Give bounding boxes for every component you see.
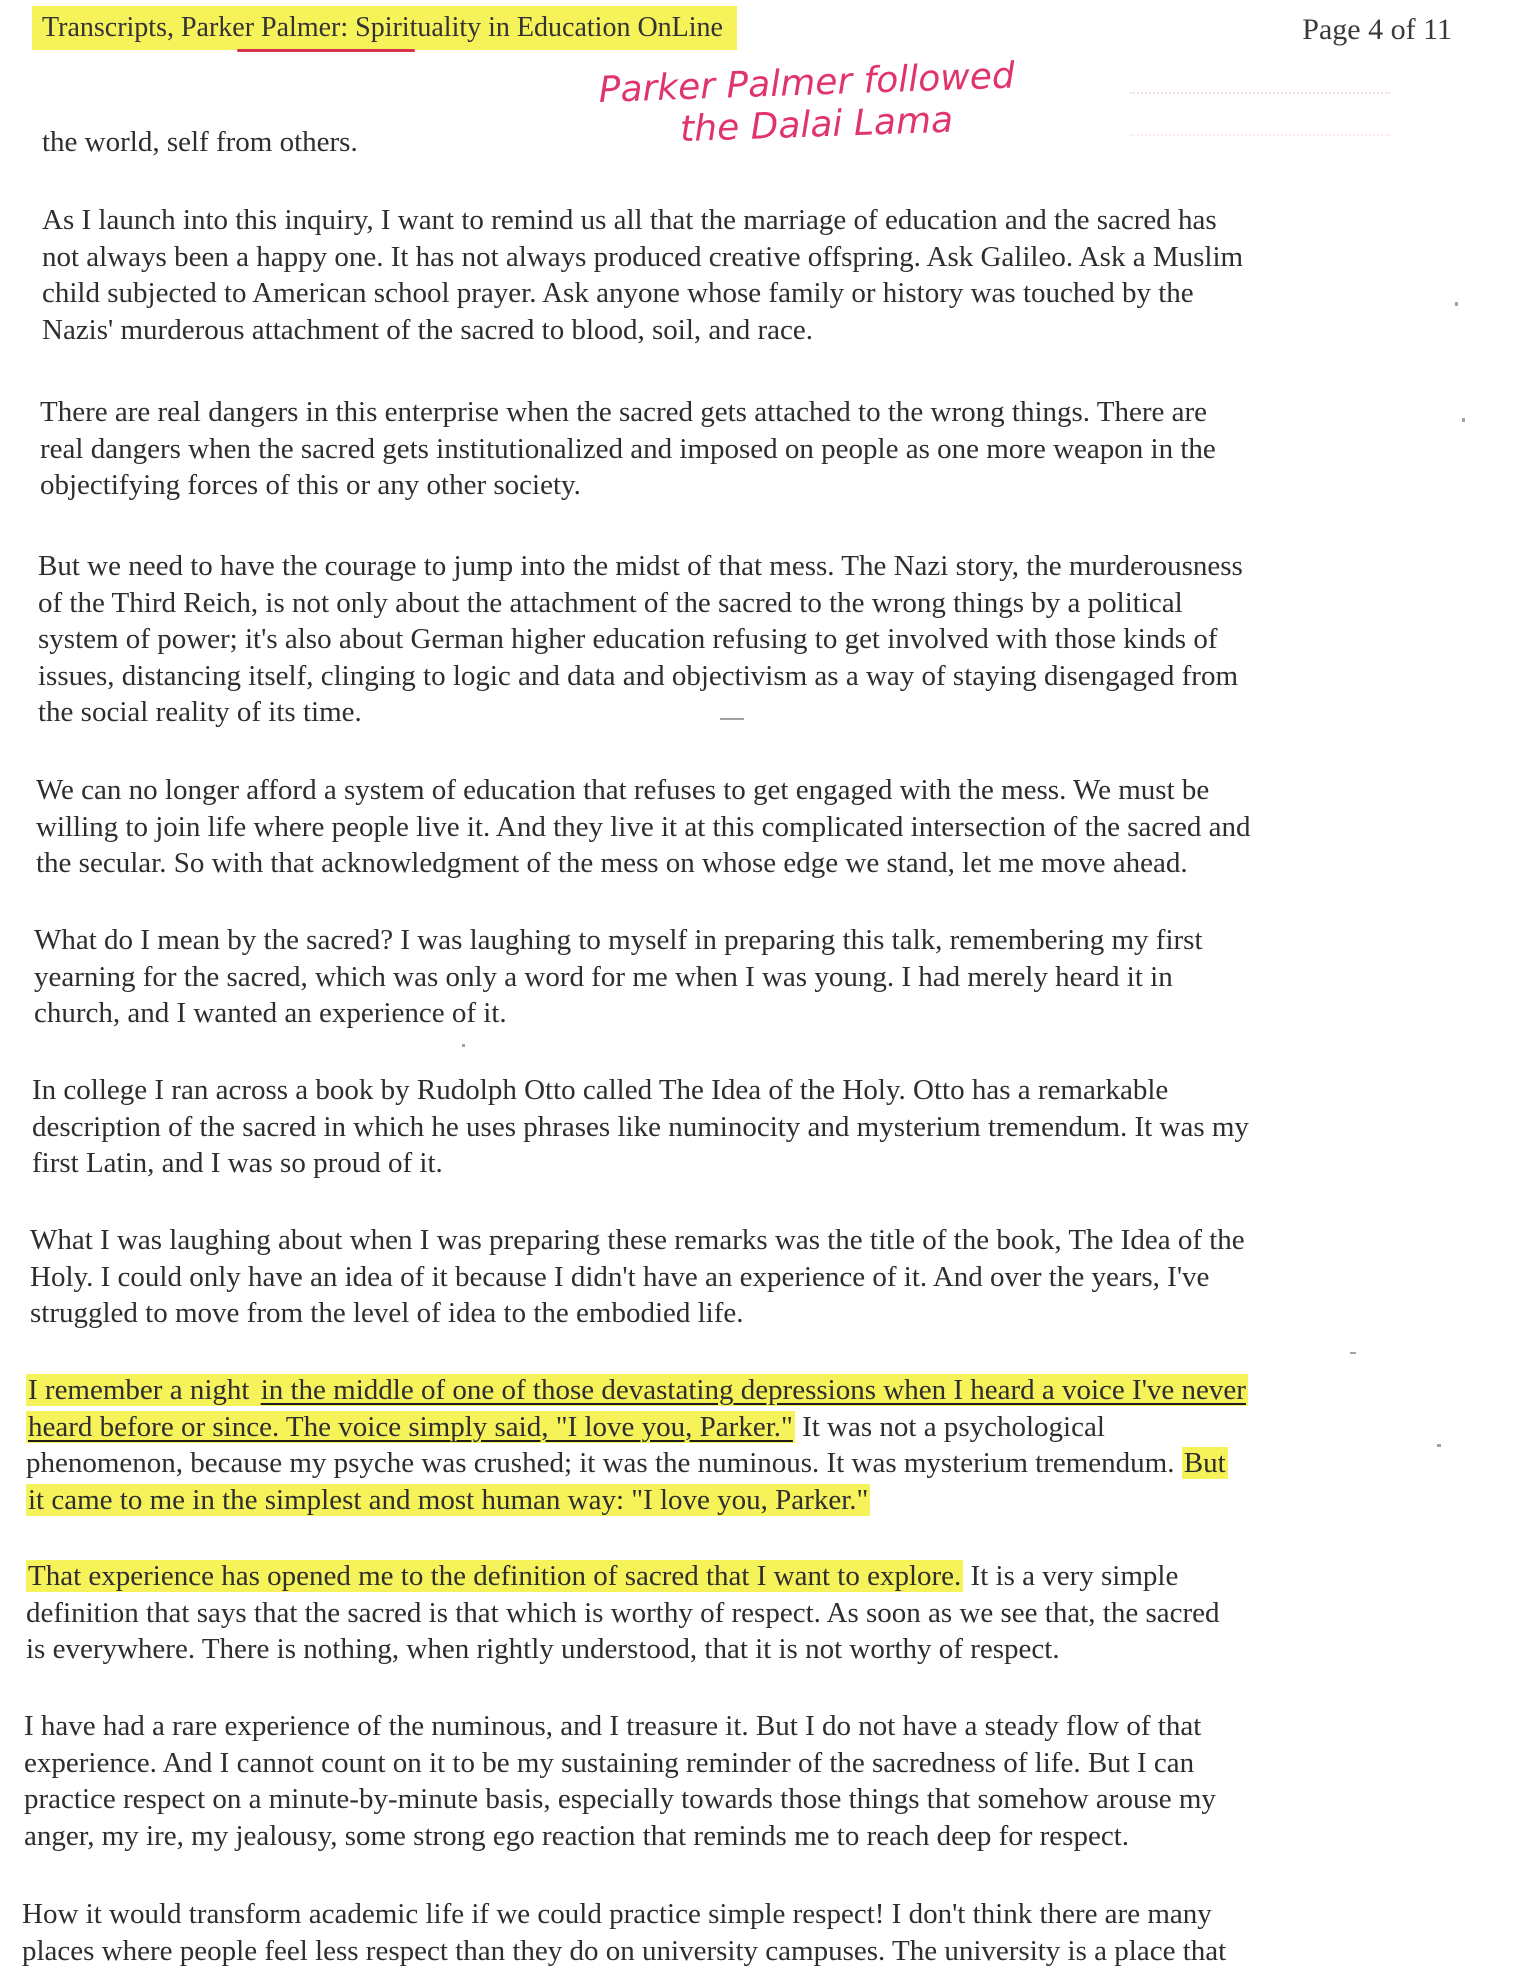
page-number: Page 4 of 11 <box>1302 13 1452 46</box>
text-line: issues, distancing itself, clinging to logic and data and objectivism as a way of staying disengaged from <box>38 659 1239 692</box>
text-line: is everywhere. There is nothing, when rightly understood, that it is not worthy of respect. <box>26 1633 1060 1665</box>
annotation-line-2: the Dalai Lama <box>679 99 954 151</box>
faint-pen-mark <box>1130 92 1390 136</box>
text-line: As I launch into this inquiry, I want to remind us all that the marriage of education and the sacred has <box>42 204 1217 236</box>
text-line: first Latin, and I was so proud of it. <box>32 1147 443 1179</box>
text-line <box>26 1445 1248 1482</box>
paragraph-10 <box>26 1558 1220 1668</box>
text-line: church, and I wanted an experience of it. <box>34 997 507 1029</box>
paragraph-11 <box>24 1708 1216 1854</box>
highlighted-text: But <box>1183 1447 1226 1479</box>
text-line: What do I mean by the sacred? I was laughing to myself in preparing this talk, remembering my first <box>34 924 1203 956</box>
underlined-highlighted-text: in the middle of one of those devastating depressions when I heard a voice I've never <box>260 1374 1246 1406</box>
paragraph-9-highlighted <box>26 1372 1248 1518</box>
paragraph-7 <box>32 1072 1249 1182</box>
scan-speck <box>1462 418 1465 422</box>
paragraph-12 <box>22 1896 1226 1968</box>
text-line: We can no longer afford a system of education that refuses to get engaged with the mess. We must be <box>36 774 1210 806</box>
paragraph-8 <box>30 1222 1245 1332</box>
text-line: I have had a rare experience of the numinous, and I treasure it. But I do not have a steady flow of that <box>24 1710 1202 1742</box>
scan-speck <box>1437 1444 1441 1447</box>
text-line: the world, self from others. <box>42 126 358 158</box>
plain-text: phenomenon, because my psyche was crushed; it was the numinous. It was mysterium tremendum. <box>26 1447 1182 1479</box>
highlighted-text: That experience has opened me to the definition of sacred that I want to explore. <box>28 1560 962 1592</box>
text-line: not always been a happy one. It has not always produced creative offspring. Ask Galileo. Ask a Muslim <box>42 240 1244 273</box>
text-line: objectifying forces of this or any other society. <box>40 469 581 501</box>
text-line: Nazis' murderous attachment of the sacred to blood, soil, and race. <box>42 313 814 346</box>
highlighted-text: I remember a night <box>28 1374 257 1406</box>
text-line: How it would transform academic life if we could practice simple respect! I don't think there are many <box>22 1898 1212 1930</box>
text-line: real dangers when the sacred gets institutionalized and imposed on people as one more weapon in the <box>40 432 1216 465</box>
scan-speck <box>462 1044 465 1047</box>
paragraph-1 <box>42 124 358 161</box>
paragraph-4 <box>38 548 1243 731</box>
annotation-line-1: Parker Palmer followed <box>598 55 1016 111</box>
text-line: willing to join life where people live it. And they live it at this complicated intersection of the sacred and <box>36 810 1251 843</box>
handwritten-annotation <box>598 54 1061 154</box>
text-line: description of the sacred in which he uses phrases like numinocity and mysterium tremendum. It was my <box>32 1110 1249 1143</box>
highlighted-text: it came to me in the simplest and most human way: "I love you, Parker." <box>28 1483 869 1516</box>
text-line: places where people feel less respect than they do on university campuses. The university is a place that <box>22 1934 1227 1967</box>
paragraph-6 <box>34 922 1203 1032</box>
text-line: There are real dangers in this enterprise when the sacred gets attached to the wrong things. There are <box>40 396 1208 428</box>
text-line: practice respect on a minute-by-minute basis, especially towards those things that somehow arouse my <box>24 1783 1216 1815</box>
paragraph-3 <box>40 394 1216 504</box>
scan-speck <box>1455 302 1458 306</box>
header-title: Transcripts, Parker Palmer: Spirituality in Education OnLine <box>32 6 737 50</box>
plain-text: It is a very simple <box>963 1560 1179 1592</box>
text-line <box>26 1558 1220 1595</box>
text-line: Holy. I could only have an idea of it because I didn't have an experience of it. And over the years, I've <box>30 1260 1210 1293</box>
text-line: the secular. So with that acknowledgment of the mess on whose edge we stand, let me move ahead. <box>36 847 1188 879</box>
plain-text: It was not a psychological <box>794 1410 1105 1443</box>
text-line <box>26 1409 1248 1446</box>
text-line <box>26 1372 1248 1409</box>
underlined-highlighted-text: heard before or since. The voice simply said, "I love you, Parker." <box>28 1410 793 1443</box>
text-line: yearning for the sacred, which was only a word for me when I was young. I had merely heard it in <box>34 960 1173 993</box>
paragraph-5 <box>36 772 1250 882</box>
text-line: But we need to have the courage to jump into the midst of that mess. The Nazi story, the murderousness <box>38 550 1243 582</box>
text-line: child subjected to American school prayer. Ask anyone whose family or history was touched by the <box>42 277 1194 309</box>
text-line: In college I ran across a book by Rudolph Otto called The Idea of the Holy. Otto has a remarkable <box>32 1074 1169 1106</box>
text-line <box>26 1482 1248 1519</box>
text-line: system of power; it's also about German higher education refusing to get involved with those kinds of <box>38 623 1218 655</box>
paragraph-2 <box>42 202 1243 348</box>
pen-underline-mark <box>237 49 415 52</box>
scan-speck <box>1350 1352 1356 1354</box>
text-line: struggled to move from the level of idea to the embodied life. <box>30 1297 744 1329</box>
text-line: the social reality of its time. <box>38 696 362 728</box>
text-line: What I was laughing about when I was preparing these remarks was the title of the book, The Idea of the <box>30 1224 1245 1256</box>
page-header <box>32 6 1452 50</box>
text-line: definition that says that the sacred is that which is worthy of respect. As soon as we see that, the sacred <box>26 1596 1220 1629</box>
text-line: anger, my ire, my jealousy, some strong ego reaction that reminds me to reach deep for respect. <box>24 1819 1130 1852</box>
scan-speck <box>720 718 744 720</box>
text-line: of the Third Reich, is not only about the attachment of the sacred to the wrong things by a political <box>38 586 1183 619</box>
text-line: experience. And I cannot count on it to be my sustaining reminder of the sacredness of life. But I can <box>24 1746 1195 1779</box>
